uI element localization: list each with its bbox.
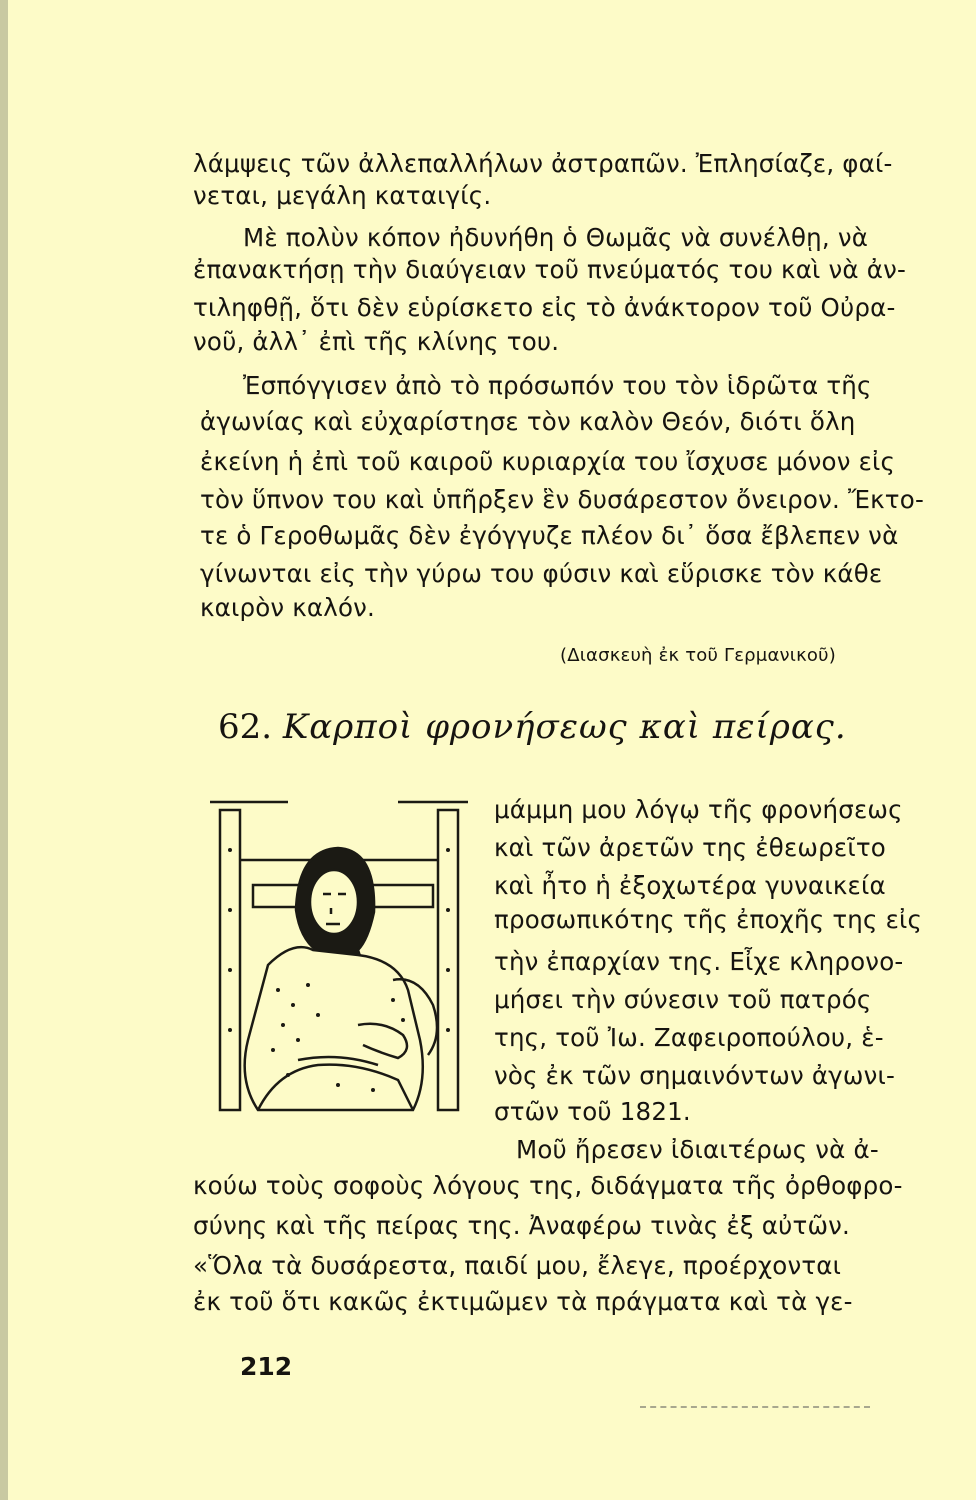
source-credit: (Διασκευὴ ἐκ τοῦ Γερμανικοῦ) bbox=[560, 645, 836, 666]
text-line: γίνωνται εἰς τὴν γύρω του φύσιν καὶ εὕρισκε τὸν κάθε bbox=[200, 559, 883, 588]
text-line: «Ὅλα τὰ δυσάρεστα, παιδί μου, ἔλεγε, προέρχονται bbox=[193, 1251, 842, 1280]
text-line: τιληφθῇ, ὅτι δὲν εὑρίσκετο εἰς τὸ ἀνάκτορον τοῦ Οὐρα- bbox=[193, 293, 896, 322]
section-number: 62. bbox=[218, 707, 273, 747]
text-line: της, τοῦ Ἰω. Ζαφειροπούλου, ἑ- bbox=[494, 1023, 884, 1052]
text-line: κούω τοὺς σοφοὺς λόγους της, διδάγματα τῆς ὀρθοφρο- bbox=[193, 1171, 903, 1200]
text-line: μήσει τὴν σύνεσιν τοῦ πατρός bbox=[494, 985, 872, 1014]
text-line: καὶ ἦτο ἡ ἐξοχωτέρα γυναικεία bbox=[494, 871, 886, 900]
text-line: νὸς ἐκ τῶν σημαινόντων ἀγωνι- bbox=[494, 1061, 896, 1090]
text-line: νοῦ, ἀλλ᾿ ἐπὶ τῆς κλίνης του. bbox=[193, 327, 560, 356]
page-number: 212 bbox=[240, 1352, 293, 1381]
text-line: Μὲ πολὺν κόπον ἠδυνήθη ὁ Θωμᾶς νὰ συνέλθῃ, νὰ bbox=[243, 223, 869, 252]
text-line: ἐπανακτήσῃ τὴν διαύγειαν τοῦ πνεύματός του καὶ νὰ ἀν- bbox=[193, 255, 907, 284]
grandmother-illustration bbox=[198, 790, 478, 1130]
text-line: ἐκ τοῦ ὅτι κακῶς ἐκτιμῶμεν τὰ πράγματα καὶ τὰ γε- bbox=[193, 1287, 853, 1316]
text-line: σύνης καὶ τῆς πείρας της. Ἀναφέρω τινὰς ἐξ αὐτῶν. bbox=[193, 1211, 851, 1240]
text-line: ἀγωνίας καὶ εὐχαρίστησε τὸν καλὸν Θεόν, διότι ὅλη bbox=[200, 407, 856, 436]
text-line: καὶ τῶν ἀρετῶν της ἐθεωρεῖτο bbox=[494, 833, 886, 862]
text-line: λάμψεις τῶν ἀλλεπαλλήλων ἀστραπῶν. Ἐπλησίαζε, φαί- bbox=[193, 149, 893, 178]
text-line: στῶν τοῦ 1821. bbox=[494, 1097, 691, 1126]
text-line: τε ὁ Γεροθωμᾶς δὲν ἐγόγγυζε πλέον δι᾿ ὅσα ἔβλεπεν νὰ bbox=[200, 521, 899, 550]
text-line: Ἐσπόγγισεν ἀπὸ τὸ πρόσωπόν του τὸν ἱδρῶτα τῆς bbox=[243, 371, 872, 400]
text-line: Μοῦ ἤρεσεν ἰδιαιτέρως νὰ ἀ- bbox=[516, 1135, 879, 1164]
section-heading bbox=[218, 705, 847, 749]
text-line: προσωπικότης τῆς ἐποχῆς της εἰς bbox=[494, 905, 923, 934]
text-line: μάμμη μου λόγῳ τῆς φρονήσεως bbox=[494, 795, 903, 824]
page-edge bbox=[0, 0, 8, 1500]
text-line: νεται, μεγάλη καταιγίς. bbox=[193, 181, 492, 210]
text-line: καιρὸν καλόν. bbox=[200, 593, 376, 622]
section-title: Καρποὶ φρονήσεως καὶ πείρας. bbox=[282, 707, 847, 747]
text-line: τὴν ἐπαρχίαν της. Εἶχε κληρονο- bbox=[494, 947, 904, 976]
print-smudge bbox=[640, 1396, 870, 1408]
text-line: τὸν ὕπνον του καὶ ὑπῆρξεν ἓν δυσάρεστον ὄνειρον. Ἔκτο- bbox=[200, 485, 924, 514]
text-line: ἐκείνη ἡ ἐπὶ τοῦ καιροῦ κυριαρχία του ἴσχυσε μόνον εἰς bbox=[200, 447, 896, 476]
